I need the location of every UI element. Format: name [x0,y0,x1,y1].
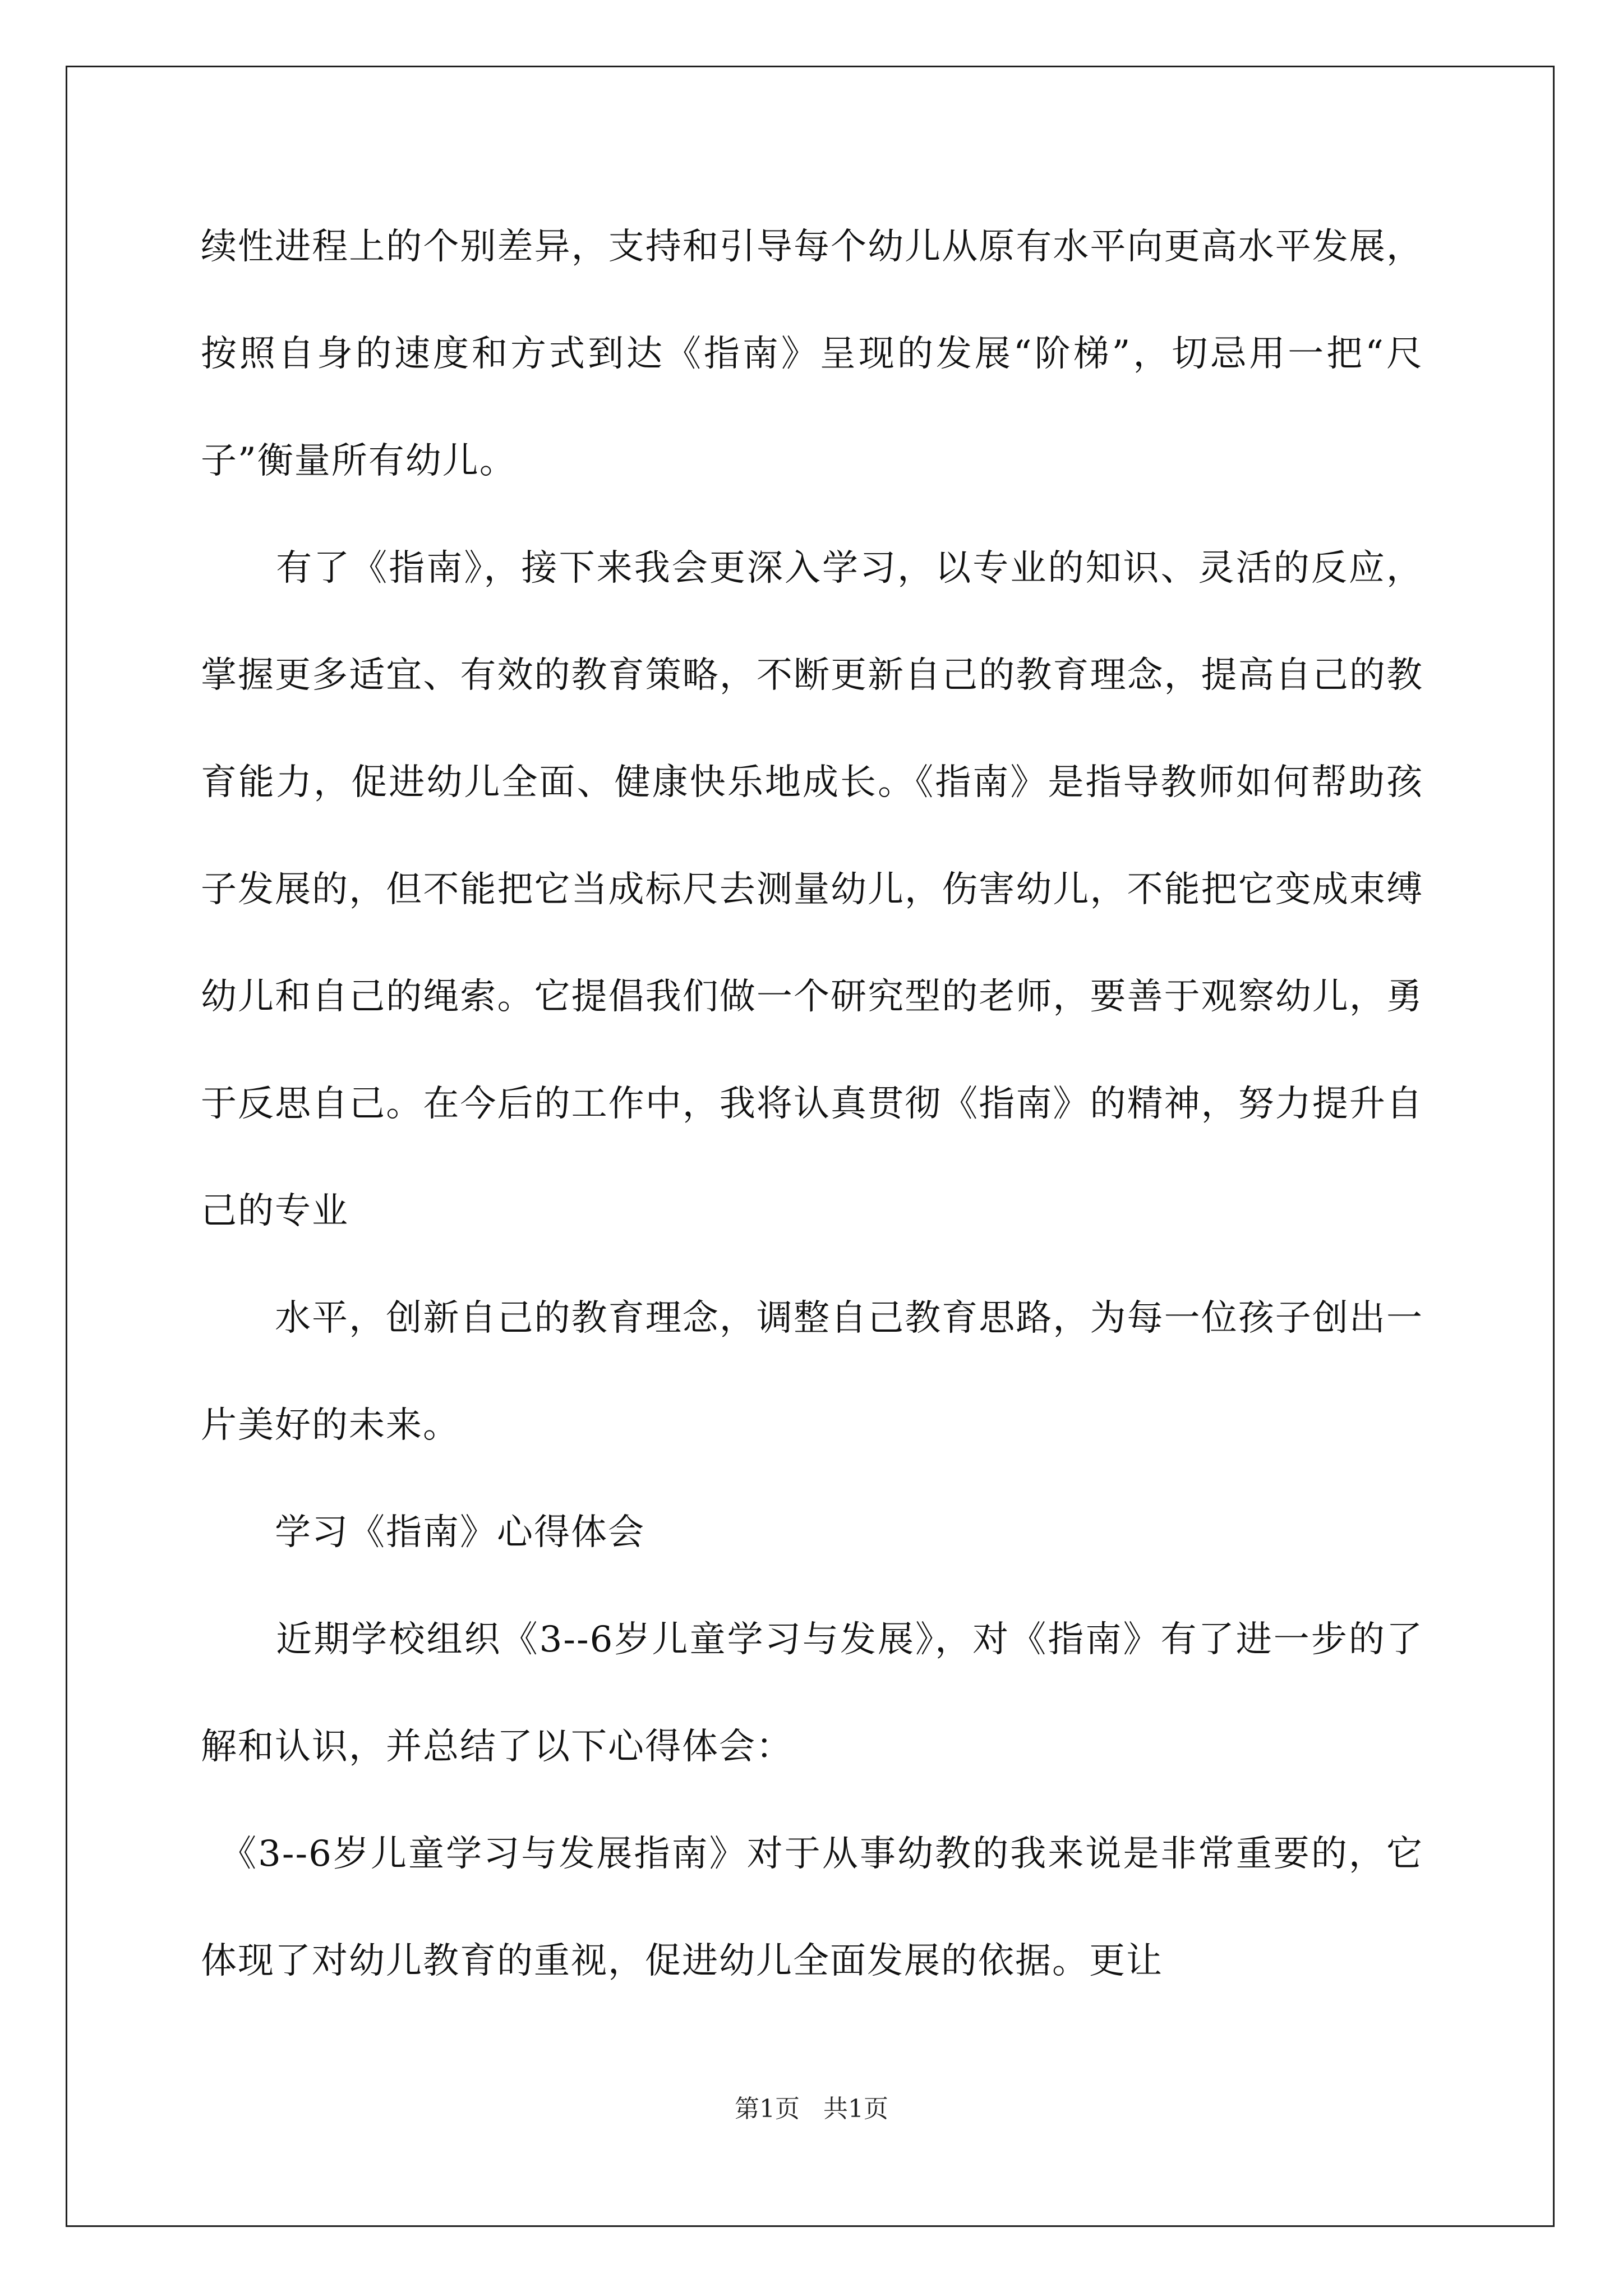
page-total: 共1页 [823,2095,888,2123]
page-footer [0,2092,1623,2126]
paragraph-3: 水平，创新自己的教育理念，调整自己教育思路，为每一位孩子创出一片美好的未来。 [201,1297,1423,1446]
paragraph-5: 《3--6岁儿童学习与发展指南》对于从事幼教的我来说是非常重要的，它体现了对幼儿教育的重视，促进幼儿全面发展的依据。更让 [201,1833,1423,1982]
page-number: 第1页 [735,2095,800,2123]
section-heading: 学习《指南》心得体会 [201,1512,645,1553]
paragraph-1: 续性进程上的个别差异，支持和引导每个幼儿从原有水平向更高水平发展，按照自身的速度和方式到达《指南》呈现的发展“阶梯”，切忌用一把“尺子”衡量所有幼儿。 [201,226,1423,482]
paragraph-2: 有了《指南》，接下来我会更深入学习，以专业的知识、灵活的反应，掌握更多适宜、有效的教育策略，不断更新自己的教育理念，提高自己的教育能力，促进幼儿全面、健康快乐地成长。《指南》是指导教师如何帮助孩子发展的，但不能把它当成标尺去测量幼儿，伤害幼儿，不能把它变成束缚幼儿和自己的绳索。它提倡我们做一个研究型的老师，要善于观察幼儿，勇于反思自己。在今后的工作中，我将认真贯彻《指南》的精神，努力提升自己的专业 [201,547,1423,1232]
document-body [201,194,1423,2015]
paragraph-4: 近期学校组织《3--6岁儿童学习与发展》，对《指南》有了进一步的了解和认识，并总结了以下心得体会： [201,1619,1423,1768]
